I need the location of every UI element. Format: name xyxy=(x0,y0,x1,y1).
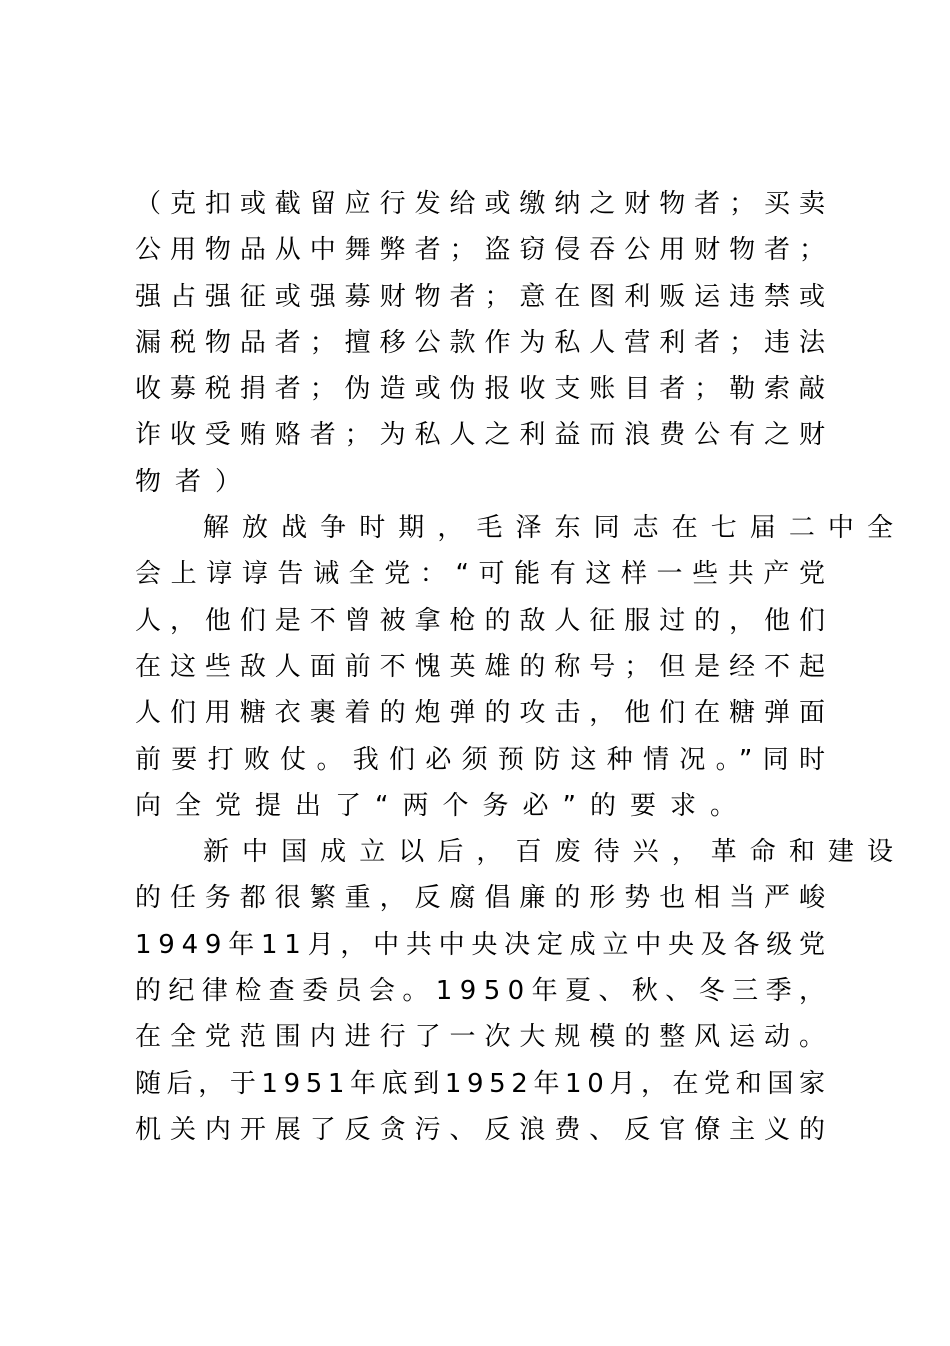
text-line: 人们用糖衣裹着的炮弹的攻击，他们在糖弹面 xyxy=(135,698,834,729)
text-line: 解放战争时期，毛泽东同志在七届二中全 xyxy=(203,513,907,544)
text-line: 物者） xyxy=(135,466,256,497)
text-line: 会上谆谆告诫全党：“可能有这样一些共产党 xyxy=(135,559,835,590)
text-line: 诈收受贿赂者；为私人之利益而浪费公有之财 xyxy=(135,420,834,451)
text-line: 强占强征或强募财物者；意在图利贩运违禁或 xyxy=(135,281,834,312)
text-line: 漏税物品者；擅移公款作为私人营利者；违法 xyxy=(135,327,834,358)
text-line: 的纪律检查委员会。1950年夏、秋、冬三季， xyxy=(135,976,833,1007)
text-line: 随后，于1951年底到1952年10月，在党和国家 xyxy=(135,1068,831,1099)
text-line: 人，他们是不曾被拿枪的敌人征服过的，他们 xyxy=(135,605,834,636)
text-line: 在这些敌人面前不愧英雄的称号；但是经不起 xyxy=(135,651,834,682)
text-line: 机关内开展了反贪污、反浪费、反官僚主义的 xyxy=(135,1114,834,1145)
text-line: 在全党范围内进行了一次大规模的整风运动。 xyxy=(135,1022,834,1053)
body-text xyxy=(135,181,907,1153)
text-line: 公用物品从中舞弊者；盗窃侵吞公用财物者； xyxy=(135,235,834,266)
text-line: （克扣或截留应行发给或缴纳之财物者；买卖 xyxy=(135,189,834,219)
text-line: 前要打败仗。我们必须预防这种情况。”同时 xyxy=(135,744,836,775)
text-line: 新中国成立以后，百废待兴，革命和建设 xyxy=(203,837,907,868)
text-line: 1949年11月，中共中央决定成立中央及各级党 xyxy=(135,929,832,960)
text-line: 收募税捐者；伪造或伪报收支账目者；勒索敲 xyxy=(135,374,834,405)
text-line: 向全党提出了“两个务必”的要求。 xyxy=(135,790,750,821)
text-line: 的任务都很繁重，反腐倡廉的形势也相当严峻 xyxy=(135,883,834,914)
